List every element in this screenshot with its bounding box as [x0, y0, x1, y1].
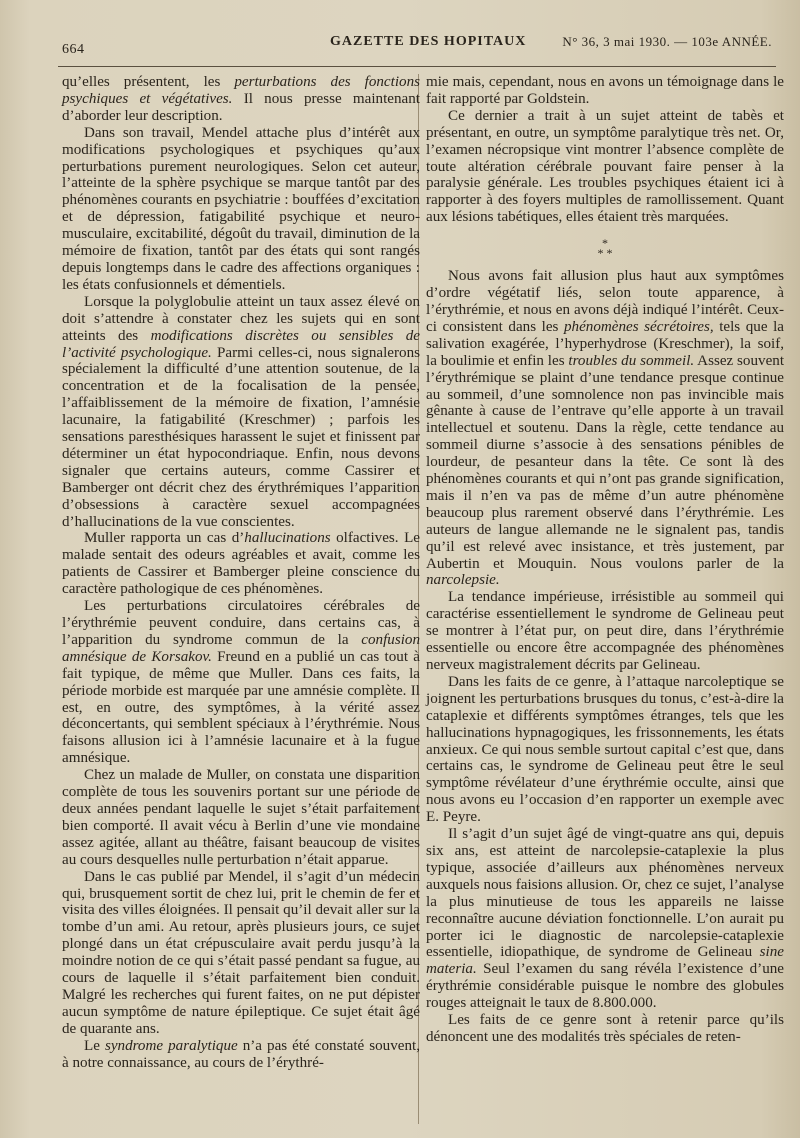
paragraph-text: La tendance impérieuse, irrésistible au sommeil qui caractérise essentiellement le syndrome de Gelineau peut se montrer à l’état pur, on peut dire, dans l’érythrémie essentielle ou encore être accompagnée des phénomènes nerveux magistralement décrits par Gelineau.: [426, 589, 784, 673]
paragraph-text: Assez souvent l’érythrémique se plaint d’une tendance presque continue au sommeil, d’une somnolence non pas invincible mais gênante à cause de l’entrave qu’elle apporte à un travail intellectuel et soutenu. Dans la règle, cette tendance au sommeil diurne s’associe à des sensations pénibles de lourdeur, de pesanteur dans la tête. Ce sont là des phénomènes courants et qui n’ont pas grande signification, mais il n’en va pas de même d’un autre phénomène beaucoup plus rarement observé dans l’érythrémie. Les auteurs de langue allemande ne le signalent pas, tandis qu’il est relevé avec insistance, et très justement, par Aubertin et Mouquin. Nous voulons parler de la: [426, 352, 785, 572]
paragraph-text: Muller rapporta un cas d’: [84, 530, 245, 547]
paragraph: [62, 598, 420, 767]
paragraph: [426, 1012, 784, 1046]
paragraph-text: Ce dernier a trait à un sujet atteint de tabès et présentant, en outre, un symptôme paralytique très net. Or, l’examen nécropsique vint montrer l’absence complète de toute altération cérébrale pouvant faire penser à la paralysie générale. Les troubles psychiques étaient ici à rapporter à des foyers multiples de ramollissement. Quant aux lésions tabétiques, elles étaient très marquées.: [426, 107, 784, 226]
paragraph: [426, 268, 784, 589]
paragraph: [62, 767, 420, 868]
italic-text: narcolepsie.: [426, 572, 500, 589]
issue-info: N° 36, 3 mai 1930. — 103e ANNÉE.: [562, 34, 772, 49]
paragraph: [426, 108, 784, 226]
paragraph-text: Parmi celles-ci, nous signalerons spécialement la difficulté d’une attention soutenue, de la concentration et de la focalisation de la pensée, l’affaiblissement de la mémoire de fixation, l’amnésie lacunaire, la fatigabilité (Kreschmer) ; parfois les sensations paresthésiques harassent le sujet et finissent par déterminer un état hypocondriaque. Enfin, nous devons signaler que certains auteurs, comme Cassirer et Bamberger ont décrit chez des érythrémiques l’apparition d’obsessions à caractère sexuel accompagnées d’hallucinations de la vue conscientes.: [62, 344, 420, 530]
italic-text: confusion amnésique de Korsakov.: [62, 631, 420, 665]
paragraph: [426, 826, 784, 1012]
italic-text: hallucinations: [244, 530, 331, 547]
left-column: [62, 74, 420, 1071]
paragraph-text: mie mais, cependant, nous en avons un témoignage dans le fait rapporté par Goldstein.: [426, 74, 784, 107]
paragraph-text: qu’elles présentent, les: [62, 74, 235, 90]
paragraph-text: olfactives. Le malade sentait des odeurs agréables et avait, comme les patients de Cassirer et Bamberger pleine conscience du caractère pathologique de ces phénomènes.: [62, 530, 420, 598]
paragraph: [62, 125, 420, 294]
right-column: [426, 74, 784, 1046]
paragraph-text: Nous avons fait allusion plus haut aux symptômes d’ordre végétatif liés, selon toute apparence, à l’érythrémie, et nous en avons déjà indiqué l’intérêt. Ceux-ci consistent dans les: [426, 268, 784, 335]
paragraph: [426, 674, 784, 826]
right-column-top: [426, 74, 784, 226]
paragraph-text: Freund en a publié un cas tout à fait typique, de même que Muller. Dans ces faits, la période morbide est marquée par une amnésie complète. Il est, en outre, des symptômes, à la vérité assez déconcertants, qui semblent spéciaux à l’érythrémie. Nous faisons allusion ici à l’amnésie lacunaire et à la fugue amnésique.: [62, 648, 421, 767]
paragraph: [62, 294, 420, 531]
italic-text: troubles du sommeil.: [568, 352, 695, 369]
paragraph-text: Dans son travail, Mendel attache plus d’intérêt aux modifications psychologiques et psychiques qu’aux perturbations purement neurologiques. Selon cet auteur, l’atteinte de la sphère psychique se marque tantôt par des phénomènes courants en psychiatrie : bouffées d’excitation et de dépression, fatigabilité psychique et neuro-musculaire, excitabilité, dégoût du travail, diminution de la mémoire de fixation, tantôt par des états qui sont rangés depuis longtemps dans le cadre des affections organiques : les états confusionnels et démentiels.: [62, 124, 420, 293]
paragraph-text: Lorsque la polyglobulie atteint un taux assez élevé on doit s’attendre à constater chez les sujets qui en sont atteints des: [62, 293, 420, 344]
paragraph-text: Les faits de ce genre sont à retenir parce qu’ils dénoncent une des modalités très spéciales de reten-: [426, 1012, 784, 1045]
journal-title: GAZETTE DES HOPITAUX: [330, 34, 527, 49]
paragraph-text: tels que la salivation exagérée, l’hyperhydrose (Kreschmer), la soif, la boulimie et enfin les: [426, 318, 784, 369]
separator-asterisks-bottom: * *: [597, 246, 613, 261]
section-separator: [426, 236, 784, 261]
paragraph: [62, 74, 420, 125]
italic-text: modifications discrètes ou sensibles de l’activité psychologique.: [62, 327, 421, 361]
paragraph-text: Le: [84, 1037, 105, 1054]
paragraph-text: Il s’agit d’un sujet âgé de vingt-quatre ans qui, depuis six ans, est atteint de narcolepsie-cataplexie la plus typique, associée d’ailleurs aux phénomènes nerveux auxquels nous faisions allusion. Or, chez ce sujet, l’analyse la plus minutieuse de tous les appareils ne laisse reconnaître aucune déviation fonctionnelle. L’on aurait pu porter ici le diagnostic de narcolepsie-cataplexie essentielle, idiopathique, de syndrome de Gelineau: [426, 826, 784, 961]
paragraph: [62, 530, 420, 598]
paragraph-text: Il nous presse maintenant d’aborder leur description.: [62, 90, 420, 124]
paragraph-text: Les perturbations circulatoires cérébrales de l’érythrémie peuvent conduire, dans certains cas, à l’apparition du syndrome commun de la: [62, 598, 420, 648]
paragraph: [62, 1038, 420, 1072]
page-number: 664: [62, 42, 85, 57]
right-column-bottom: [426, 268, 784, 1046]
italic-text: phénomènes sécrétoires,: [564, 318, 714, 335]
header-rule: [58, 66, 776, 67]
paragraph-text: Dans les faits de ce genre, à l’attaque narcoleptique se joignent les perturbations brusques du tonus, c’est-à-dire la cataplexie et différents symptômes étranges, tels que les hallucinations hypnagogiques, les frissonnements, les états anxieux. Ce qui nous semble surtout capital c’est que, dans certains cas, le syndrome de Gelineau peut être le seul symptôme révélateur d’une érythrémie occulte, ainsi que nous avons eu l’occasion d’en rapporter un exemple avec E. Peyre.: [426, 673, 784, 826]
paragraph: [62, 869, 420, 1038]
italic-text: sine materia.: [426, 944, 784, 978]
italic-text: syndrome paralytique: [104, 1037, 238, 1054]
paragraph-text: Dans le cas publié par Mendel, il s’agit d’un médecin qui, brusquement sortit de chez lui, prit le chemin de fer et visita des villes éloignées. Il pensait qu’il devait aller sur la tombe d’un ami. Au retour, après plusieurs jours, ce sujet plongé dans un état crépusculaire avait perdu jusqu’à la moindre notion de ce qui s’était passé pendant sa fugue, au cours de laquelle il s’était parfaitement bien conduit. Malgré les recherches qui furent faites, on ne put dépister aucun symptôme de nature épileptique. Ce sujet était âgé de quarante ans.: [62, 868, 420, 1037]
page-header: [58, 30, 782, 60]
paragraph: [426, 74, 784, 108]
italic-text: perturbations des fonctions psychiques et végétatives.: [62, 74, 420, 107]
paragraph-text: Seul l’examen du sang révéla l’existence d’une érythrémie considérable puisque le nombre des globules rouges atteignait le taux de 8.800.000.: [426, 961, 784, 1012]
paragraph-text: Chez un malade de Muller, on constata une disparition complète de tous les souvenirs portant sur une période de deux années pendant laquelle le sujet s’était parfaitement bien comporté. Il avait vécu à Berlin d’une vie mondaine assez agitée, allant au théâtre, faisant beaucoup de visites au cours desquelles nulle perturbation n’était apparue.: [62, 767, 420, 868]
paragraph-text: n’a pas été constaté souvent, à notre connaissance, au cours de l’érythré-: [62, 1037, 420, 1071]
separator-asterisk-top: *: [602, 236, 608, 251]
paragraph: [426, 589, 784, 674]
